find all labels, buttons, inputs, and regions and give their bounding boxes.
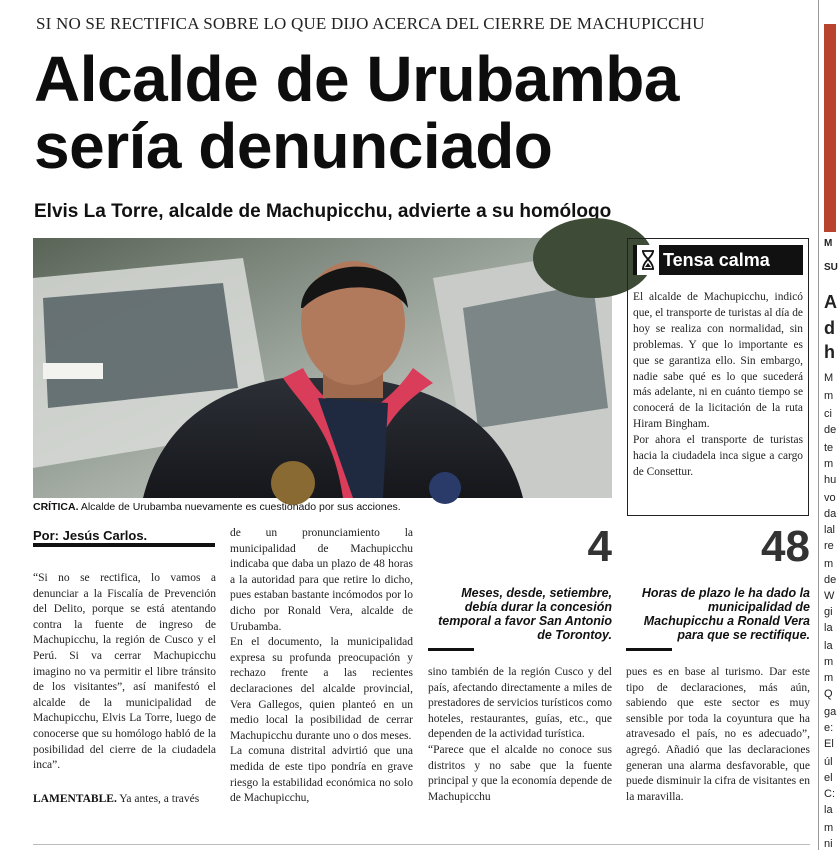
photo-caption (33, 501, 613, 513)
sidebar-title: Tensa calma (663, 249, 770, 270)
adjacent-text-fragment: da (824, 508, 837, 520)
adjacent-text-fragment: re (824, 540, 834, 552)
adjacent-text-fragment: M (824, 372, 834, 384)
adjacent-text-fragment: e: (824, 722, 834, 734)
adjacent-text-fragment: gi (824, 606, 833, 618)
adjacent-text-fragment: m (824, 656, 834, 668)
adjacent-text-fragment: SU (824, 262, 838, 273)
adjacent-text-fragment: m (824, 822, 834, 834)
column-paragraph: sino también de la región Cusco y del país, afectando directamente a miles de prestadores de servicios turísticos como hoteles, restaurantes, guías, etc., que dependen de la actividad turística. (428, 666, 612, 741)
paragraph-label: LAMENTABLE. (33, 792, 117, 805)
headline-line-1: Alcalde de Urubamba (34, 43, 679, 115)
adjacent-text-fragment: de (824, 574, 837, 586)
adjacent-text-fragment: C: (824, 788, 835, 800)
article-column-1 (33, 571, 216, 807)
sidebar-box (627, 238, 809, 516)
bottom-rule (33, 844, 810, 845)
article-column-3 (428, 665, 612, 805)
adjacent-text-fragment: d (824, 318, 835, 338)
sidebar-paragraph: Por ahora el transporte de turistas hacia la ciudadela inca sigue a cargo de Consettur. (633, 434, 803, 478)
caption-label: CRÍTICA. (33, 501, 79, 513)
stat-rule (428, 648, 474, 651)
column-paragraph: de un pronunciamiento la municipalidad de Machupicchu indicaba que daba un plazo de 48 horas a la autoridad para que retire lo dicho, pues estaban bastante incómodos por lo dicho por Ronald Vera, alcalde de Urubamba. (230, 527, 413, 633)
stat-text-months: Meses, desde, setiembre, debía durar la concesión temporal a favor San Antonio de Torontoy. (438, 586, 612, 642)
adjacent-text-fragment: te (824, 442, 834, 454)
adjacent-text-fragment: úl (824, 756, 833, 768)
adjacent-text-fragment: El (824, 738, 834, 750)
photo-illustration (33, 238, 612, 498)
adjacent-text-fragment: M (824, 238, 833, 249)
sidebar-header (633, 245, 803, 275)
adjacent-text-fragment: lal (824, 524, 836, 536)
article-headline (34, 43, 804, 182)
stat-text-hours: Horas de plazo le ha dado la municipalidad de Machupicchu a Ronald Vera para que se rectifique. (641, 586, 810, 642)
sidebar-body (633, 290, 803, 481)
adjacent-text-fragment: ci (824, 408, 832, 420)
caption-text: Alcalde de Urubamba nuevamente es cuestionado por sus acciones. (78, 501, 401, 513)
adjacent-text-fragment: hu (824, 474, 837, 486)
adjacent-text-fragment: el (824, 772, 833, 784)
adjacent-text-fragment: ga (824, 706, 837, 718)
stat-rule (626, 648, 672, 651)
column-paragraph: En el documento, la municipalidad expresa su profunda preocupación y rechazo frente a las recientes declaraciones del alcalde provincial, Vera Gallegos, quien planteó en un medio local la posibilidad de cerrar Machupicchu durante uno o dos meses. (230, 636, 413, 742)
column-paragraph: pues es en base al turismo. Dar este tipo de declaraciones, más aún, sabiendo que este sector es muy sensible por toda la coyuntura que ha atravesado el país, no es adecuado”, agregó. Añadió que las declaraciones generan una alarma desfavorable, que puede disminuir la cifra de visitantes en la maravilla. (626, 666, 810, 803)
adjacent-photo (824, 24, 836, 232)
column-paragraph (33, 792, 216, 808)
column-paragraph: “Parece que el alcalde no conoce sus distritos y no sabe que la fuente principal y que la economía depende de Machupicchu (428, 743, 612, 803)
adjacent-text-fragment: vo (824, 492, 836, 504)
adjacent-text-fragment: de (824, 424, 837, 436)
article-column-4 (626, 665, 810, 805)
adjacent-text-fragment: la (824, 804, 833, 816)
article-column-2 (230, 526, 413, 807)
hourglass-icon (637, 245, 659, 275)
adjacent-text-fragment: m (824, 672, 834, 684)
adjacent-text-fragment: m (824, 458, 834, 470)
column-paragraph: La comuna distrital advirtió que una medida de este tipo pondría en grave riesgo la estabilidad económica no solo de Machupicchu, (230, 745, 413, 805)
article-photo (33, 238, 612, 498)
adjacent-text-fragment: W (824, 590, 835, 602)
adjacent-text-fragment: m (824, 558, 834, 570)
adjacent-article-strip (818, 0, 836, 850)
sidebar-paragraph: El alcalde de Machupicchu, indicó que, el transporte de turistas al día de hoy se realiza con normalidad, sin problemas. Y que lo importante es que se garantiza ello. Sin embargo, nadie sabe qué es lo que sucederá más adelante, ni en cuánto tiempo se conocerá de la licitación de la ruta Hiram Bingham. (633, 291, 803, 431)
headline-line-2: sería denunciado (34, 110, 553, 182)
adjacent-text-fragment: Q (824, 688, 833, 700)
article-kicker: SI NO SE RECTIFICA SOBRE LO QUE DIJO ACERCA DEL CIERRE DE MACHUPICCHU (36, 14, 705, 33)
paragraph-text: Ya antes, a través (116, 792, 200, 805)
adjacent-text-fragment: A (824, 292, 837, 312)
adjacent-text-fragment: ni (824, 838, 833, 850)
byline: Por: Jesús Carlos. (33, 528, 148, 543)
column-paragraph: “Si no se rectifica, lo vamos a denunciar a la Fiscalía de Prevención del Delito, porque se está atentando contra la fuente de ingreso de Machupicchu, la región de Cusco y el Perú. Si va cerrar Machupicchu imagino no va permitir el libre tránsito de los visitantes”, así manifestó el alcalde de la municipalidad de Machupicchu, Elvis La Torre, luego de conocerse que su homólogo habló de la posibilidad del cierre de la ciudadela inca”. (33, 572, 216, 772)
adjacent-text-fragment: m (824, 390, 834, 402)
article-subtitle: Elvis La Torre, alcalde de Machupicchu, advierte a su homólogo (34, 201, 612, 222)
adjacent-text-fragment: la (824, 640, 833, 652)
adjacent-text-fragment: la (824, 622, 833, 634)
stat-number-hours: 48 (761, 522, 810, 571)
stat-number-months: 4 (587, 522, 612, 571)
byline-rule (33, 543, 215, 547)
adjacent-text-fragment: h (824, 342, 835, 362)
